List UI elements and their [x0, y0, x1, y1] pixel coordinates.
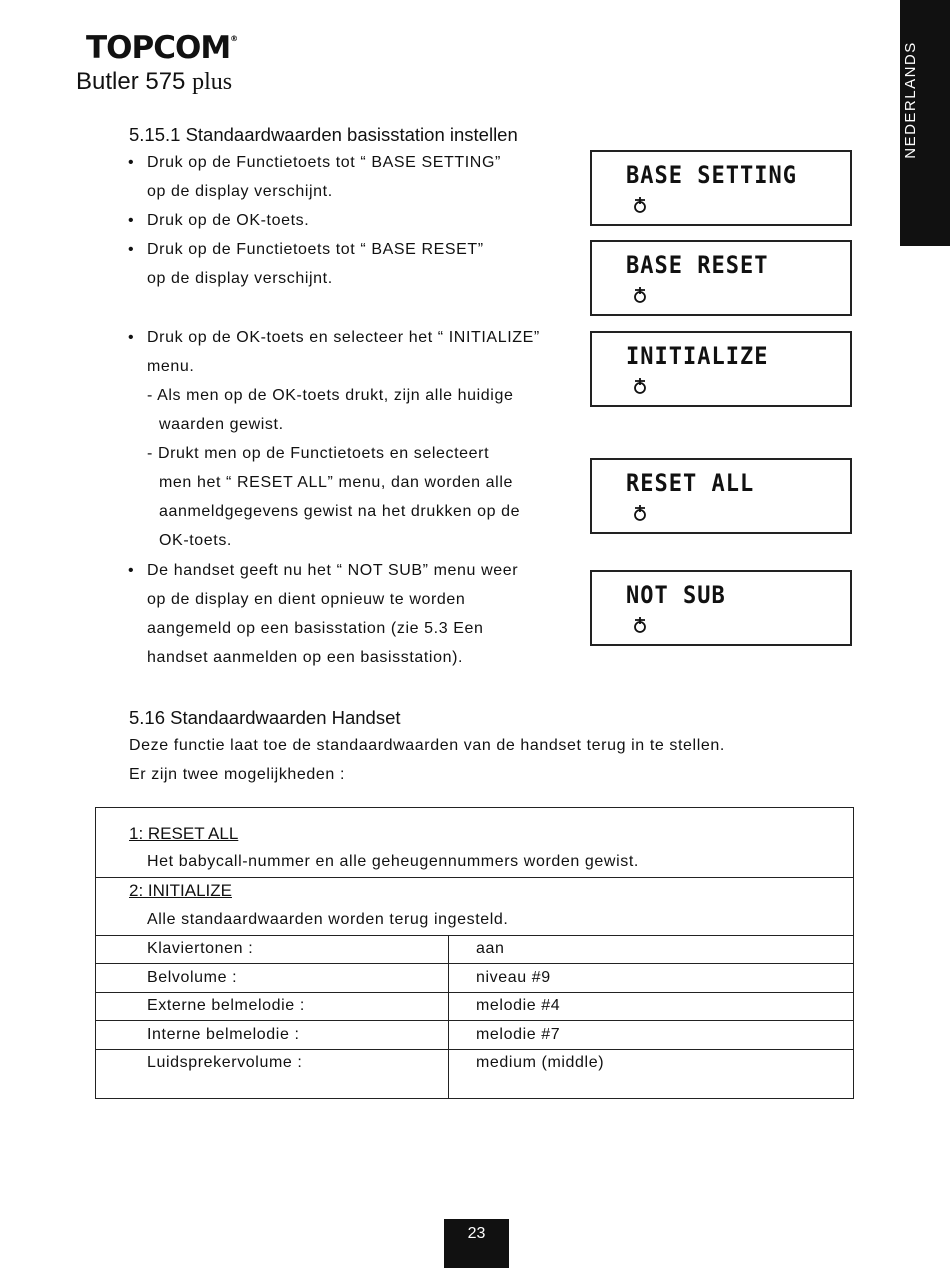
text-line: • Druk op de OK-toets.: [128, 212, 310, 229]
divider: [96, 935, 853, 936]
divider: [96, 877, 853, 878]
page-number: 23: [444, 1219, 509, 1268]
intro-line: Er zijn twee mogelijkheden :: [129, 766, 346, 783]
option-title: 2: INITIALIZE: [129, 881, 232, 900]
lcd-display: [590, 570, 852, 646]
lcd-text: RESET ALL: [626, 470, 755, 498]
lcd-text: BASE SETTING: [626, 162, 797, 190]
text-line: waarden gewist.: [159, 416, 284, 433]
setting-label: Interne belmelodie :: [147, 1026, 300, 1043]
antenna-icon: [632, 196, 648, 214]
text-line: menu.: [147, 358, 195, 375]
text-line: - Drukt men op de Functietoets en selecteert: [147, 445, 490, 462]
text-line: • Druk op de Functietoets tot “ BASE SETTING”: [128, 154, 501, 171]
setting-label: Luidsprekervolume :: [147, 1054, 303, 1071]
lcd-display: [590, 458, 852, 534]
antenna-icon: [632, 616, 648, 634]
divider: [96, 1049, 853, 1050]
text-line: handset aanmelden op een basisstation).: [147, 649, 464, 666]
lcd-display: [590, 331, 852, 407]
column-divider: [448, 935, 449, 1099]
antenna-icon: [632, 377, 648, 395]
lcd-text: NOT SUB: [626, 582, 726, 610]
text-line: OK-toets.: [159, 532, 232, 549]
text-line: op de display verschijnt.: [147, 183, 333, 200]
setting-value: melodie #4: [476, 997, 561, 1014]
brand-logo: TOPCOM®: [86, 30, 239, 66]
text-line: • Druk op de Functietoets tot “ BASE RESET”: [128, 241, 484, 258]
lcd-text: INITIALIZE: [626, 343, 769, 371]
lcd-text: BASE RESET: [626, 252, 769, 280]
setting-value: niveau #9: [476, 969, 551, 986]
intro-line: Deze functie laat toe de standaardwaarden van de handset terug in te stellen.: [129, 737, 725, 754]
text-line: • De handset geeft nu het “ NOT SUB” menu weer: [128, 562, 519, 579]
options-table: [95, 807, 854, 1099]
divider: [96, 992, 853, 993]
text-line: aanmeldgegevens gewist na het drukken op de: [159, 503, 521, 520]
setting-value: melodie #7: [476, 1026, 561, 1043]
setting-value: medium (middle): [476, 1054, 605, 1071]
divider: [96, 963, 853, 964]
antenna-icon: [632, 286, 648, 304]
lcd-display: [590, 150, 852, 226]
model-name: Butler 575 plus: [76, 68, 233, 95]
text-line: op de display verschijnt.: [147, 270, 333, 287]
text-line: op de display en dient opnieuw te worden: [147, 591, 466, 608]
option-title: 1: RESET ALL: [129, 824, 239, 843]
text-line: men het “ RESET ALL” menu, dan worden alle: [159, 474, 513, 491]
language-tab: NEDERLANDS: [900, 0, 950, 246]
lcd-display: [590, 240, 852, 316]
setting-label: Belvolume :: [147, 969, 238, 986]
antenna-icon: [632, 504, 648, 522]
setting-label: Externe belmelodie :: [147, 997, 305, 1014]
option-description: Alle standaardwaarden worden terug ingesteld.: [147, 911, 509, 928]
option-description: Het babycall-nummer en alle geheugennummers worden gewist.: [147, 853, 639, 870]
setting-label: Klaviertonen :: [147, 940, 254, 957]
setting-value: aan: [476, 940, 505, 957]
section-title-base: 5.15.1 Standaardwaarden basisstation instellen: [129, 124, 518, 145]
text-line: • Druk op de OK-toets en selecteer het “ INITIALIZE”: [128, 329, 540, 346]
divider: [96, 1020, 853, 1021]
text-line: - Als men op de OK-toets drukt, zijn alle huidige: [147, 387, 514, 404]
section-title-handset: 5.16 Standaardwaarden Handset: [129, 707, 401, 728]
text-line: aangemeld op een basisstation (zie 5.3 Een: [147, 620, 484, 637]
